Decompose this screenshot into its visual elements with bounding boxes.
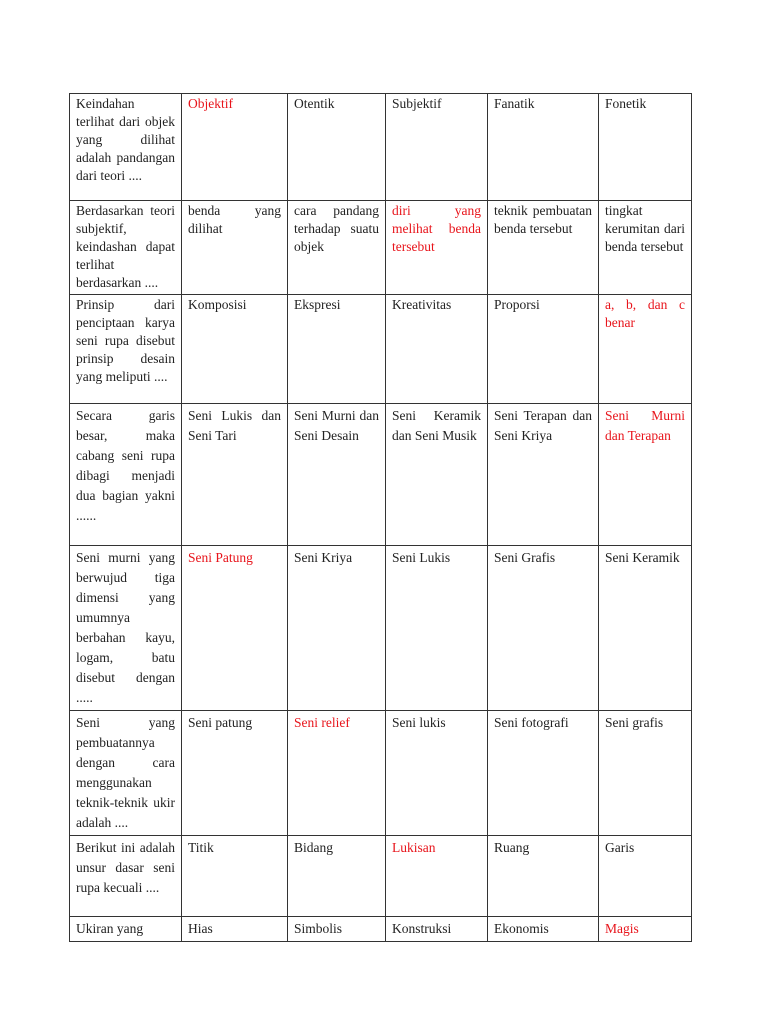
option-b-cell: Ekspresi — [288, 295, 386, 404]
option-e-cell: Fonetik — [599, 94, 692, 201]
option-b-cell: Otentik — [288, 94, 386, 201]
option-b-cell: Seni relief — [288, 711, 386, 836]
option-d-cell: Seni Grafis — [488, 546, 599, 711]
option-b-cell: Bidang — [288, 836, 386, 917]
quiz-row — [70, 917, 692, 942]
option-c-cell: Seni lukis — [386, 711, 488, 836]
option-d-cell: Seni fotografi — [488, 711, 599, 836]
option-d-cell: Proporsi — [488, 295, 599, 404]
option-e-cell: Seni Keramik — [599, 546, 692, 711]
option-c-cell: diri yang melihat benda tersebut — [386, 201, 488, 295]
option-a-cell: Objektif — [182, 94, 288, 201]
question-cell: Berdasarkan teori subjektif, keindashan dapat terlihat berdasarkan .... — [70, 201, 182, 295]
option-b-cell: Seni Murni dan Seni Desain — [288, 404, 386, 546]
question-cell: Prinsip dari penciptaan karya seni rupa disebut prinsip desain yang meliputi .... — [70, 295, 182, 404]
quiz-row — [70, 295, 692, 404]
option-e-cell: Seni grafis — [599, 711, 692, 836]
option-e-cell: tingkat kerumitan dari benda tersebut — [599, 201, 692, 295]
option-e-cell: a, b, dan c benar — [599, 295, 692, 404]
option-a-cell: Komposisi — [182, 295, 288, 404]
option-c-cell: Seni Keramik dan Seni Musik — [386, 404, 488, 546]
option-b-cell: Simbolis — [288, 917, 386, 942]
quiz-row — [70, 94, 692, 201]
option-c-cell: Seni Lukis — [386, 546, 488, 711]
quiz-row — [70, 836, 692, 917]
question-cell: Berikut ini adalah unsur dasar seni rupa kecuali .... — [70, 836, 182, 917]
option-c-cell: Konstruksi — [386, 917, 488, 942]
quiz-row — [70, 711, 692, 836]
option-e-cell: Magis — [599, 917, 692, 942]
question-cell: Seni yang pembuatannya dengan cara menggunakan teknik-teknik ukir adalah .... — [70, 711, 182, 836]
quiz-row — [70, 546, 692, 711]
quiz-table — [69, 93, 692, 942]
question-cell: Seni murni yang berwujud tiga dimensi yang umumnya berbahan kayu, logam, batu disebut dengan ..... — [70, 546, 182, 711]
option-e-cell: Garis — [599, 836, 692, 917]
option-d-cell: Ekonomis — [488, 917, 599, 942]
option-b-cell: Seni Kriya — [288, 546, 386, 711]
option-d-cell: Ruang — [488, 836, 599, 917]
option-c-cell: Kreativitas — [386, 295, 488, 404]
option-e-cell: Seni Murni dan Terapan — [599, 404, 692, 546]
option-a-cell: Titik — [182, 836, 288, 917]
option-a-cell: benda yang dilihat — [182, 201, 288, 295]
quiz-row — [70, 201, 692, 295]
option-c-cell: Subjektif — [386, 94, 488, 201]
question-cell: Ukiran yang — [70, 917, 182, 942]
option-a-cell: Seni Patung — [182, 546, 288, 711]
option-a-cell: Seni Lukis dan Seni Tari — [182, 404, 288, 546]
option-c-cell: Lukisan — [386, 836, 488, 917]
question-cell: Secara garis besar, maka cabang seni rupa dibagi menjadi dua bagian yakni ...... — [70, 404, 182, 546]
option-a-cell: Seni patung — [182, 711, 288, 836]
option-b-cell: cara pandang terhadap suatu objek — [288, 201, 386, 295]
question-cell: Keindahan terlihat dari objek yang dilihat adalah pandangan dari teori .... — [70, 94, 182, 201]
option-d-cell: Seni Terapan dan Seni Kriya — [488, 404, 599, 546]
option-d-cell: teknik pembuatan benda tersebut — [488, 201, 599, 295]
option-a-cell: Hias — [182, 917, 288, 942]
quiz-row — [70, 404, 692, 546]
option-d-cell: Fanatik — [488, 94, 599, 201]
